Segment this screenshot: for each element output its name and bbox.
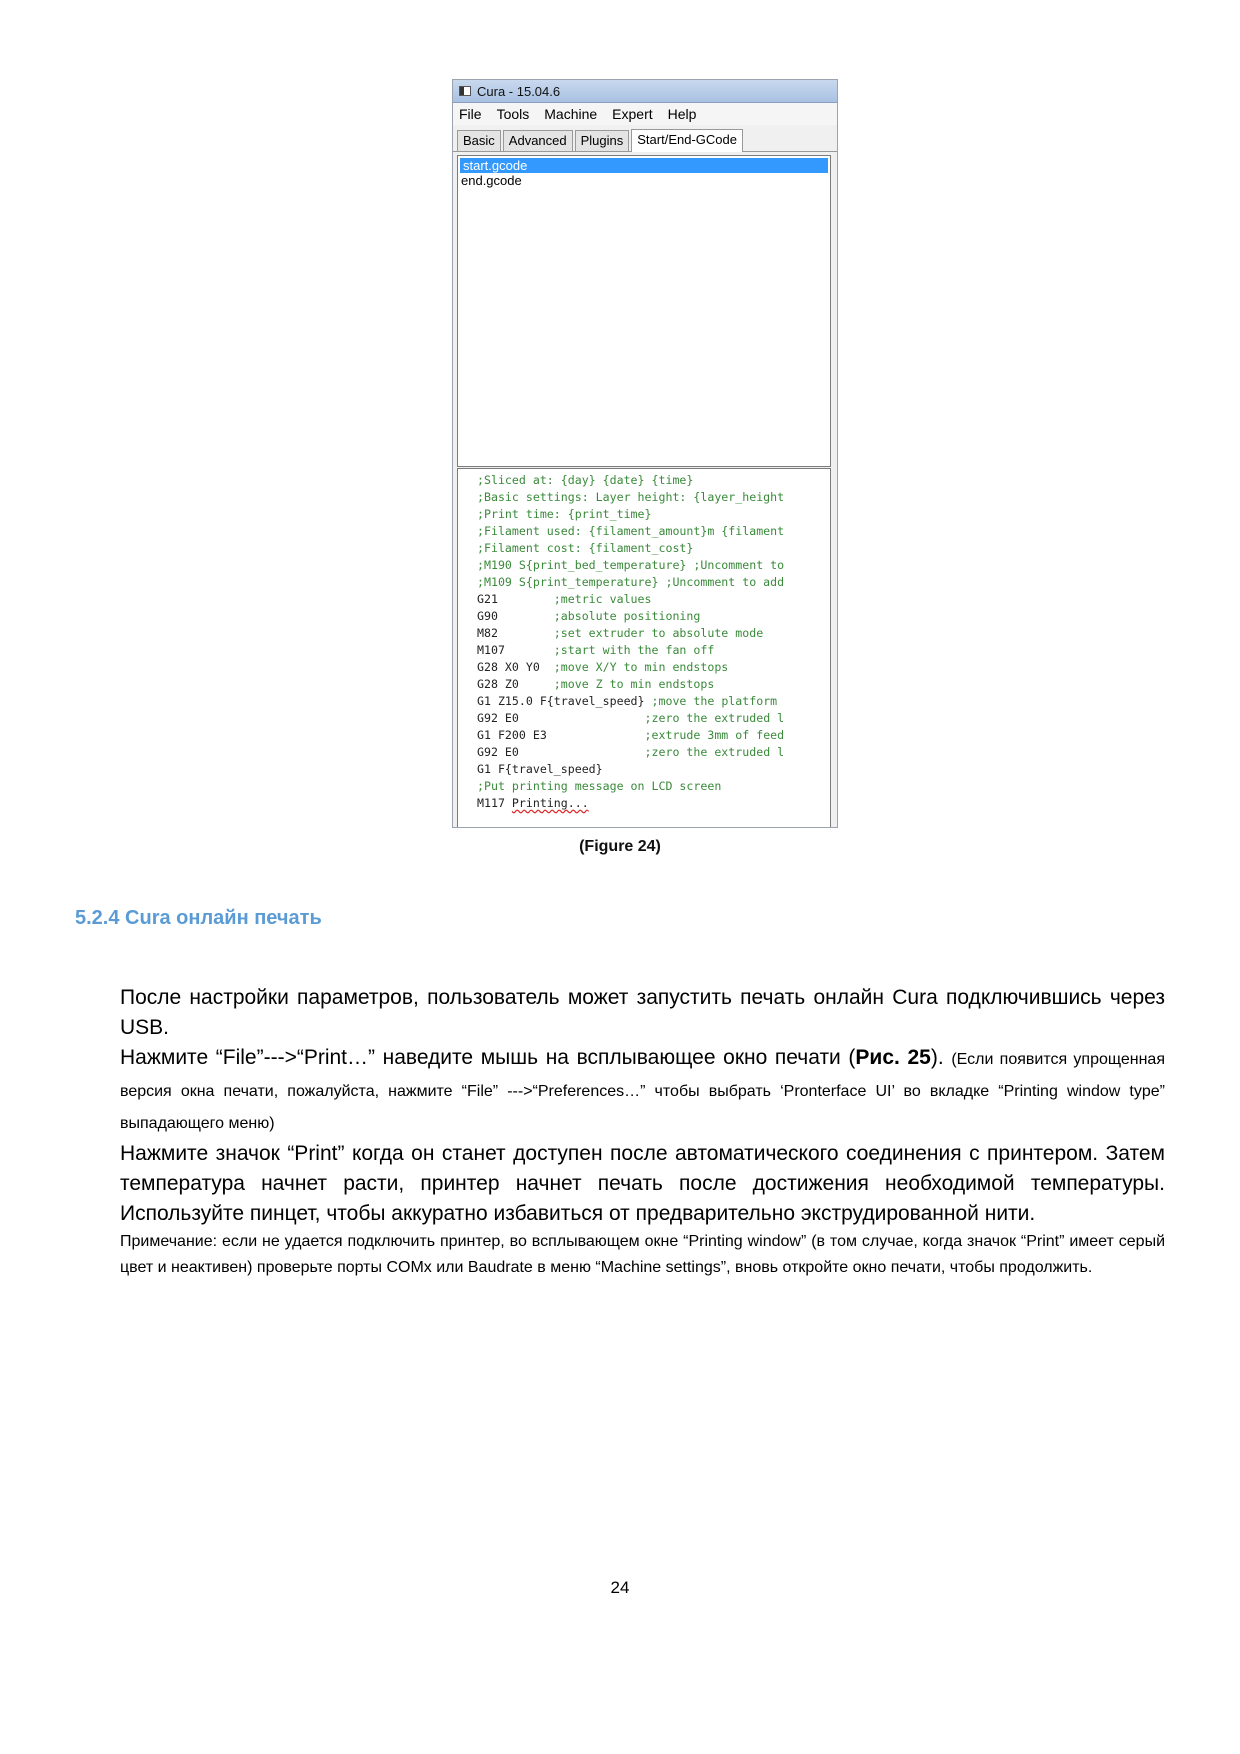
gcode-line	[477, 608, 830, 625]
gcode-line	[477, 557, 830, 574]
gcode-text: G28 X0 Y0	[477, 660, 554, 674]
gcode-line	[477, 778, 830, 795]
gcode-comment: Printing...	[511, 796, 589, 810]
gcode-line	[477, 795, 830, 812]
app-icon	[459, 86, 471, 96]
gcode-text: G92 E0	[477, 745, 645, 759]
window-titlebar	[453, 80, 837, 103]
gcode-text: M82	[477, 626, 554, 640]
gcode-text: M107	[477, 643, 554, 657]
gcode-line	[477, 540, 830, 557]
settings-tabs	[453, 125, 837, 152]
gcode-text: ;Basic settings: Layer height: {layer_height	[477, 490, 785, 504]
window-title: Cura - 15.04.6	[477, 83, 561, 99]
gcode-text: G92 E0	[477, 711, 645, 725]
gcode-comment: ;absolute positioning	[553, 609, 701, 623]
figure-ref: Рис. 25	[855, 1046, 931, 1069]
gcode-text: G1 F200 E3	[477, 728, 645, 742]
paragraph-print-menu	[120, 1043, 1165, 1139]
gcode-text: ;M109 S{print_temperature} ;Uncomment to add	[477, 575, 785, 589]
menu-machine[interactable]: Machine	[544, 106, 598, 122]
tab-plugins[interactable]: Plugins	[575, 130, 630, 151]
gcode-line	[477, 642, 830, 659]
file-item-start-gcode[interactable]: start.gcode	[460, 158, 828, 173]
figure-caption: (Figure 24)	[579, 838, 661, 855]
menu-expert[interactable]: Expert	[612, 106, 653, 122]
menu-bar	[453, 103, 837, 125]
gcode-comment: ;start with the fan off	[553, 643, 715, 657]
gcode-comment: ;zero the extruded l	[644, 711, 785, 725]
gcode-line	[477, 472, 830, 489]
gcode-comment: ;metric values	[553, 592, 652, 606]
paragraph-note: Примечание: если не удается подключить принтер, во всплывающем окне “Printing window” (в том случае, когда значок “Print” имеет серый цвет и неактивен) проверьте порты COMx или Baudrate в меню “Machine settings”, вновь откройте окно печати, чтобы продолжить.	[120, 1233, 1165, 1276]
gcode-comment: ;move X/Y to min endstops	[553, 660, 729, 674]
tab-basic[interactable]: Basic	[457, 130, 501, 151]
file-item-end-gcode[interactable]: end.gcode	[461, 173, 522, 188]
gcode-line	[477, 727, 830, 744]
simplified-window-note: (Если появится упрощенная версия окна печати, пожалуйста, нажмите “File” --->“Preferences…” чтобы выбрать ‘Pronterface UI’ во вкладке “Printing window type” выпадающего меню)	[120, 1051, 1165, 1132]
gcode-comment: ;zero the extruded l	[644, 745, 785, 759]
print-menu-text-end: ).	[930, 1046, 952, 1069]
gcode-line	[477, 761, 830, 778]
gcode-text: G1 Z15.0 F{travel_speed}	[477, 694, 652, 708]
gcode-text: ;Filament cost: {filament_cost}	[477, 541, 694, 555]
gcode-text: ;Print time: {print_time}	[477, 507, 652, 521]
paragraph-usb: После настройки параметров, пользователь может запустить печать онлайн Cura подключившись через USB.	[120, 986, 1165, 1039]
gcode-text: ;Filament used: {filament_amount}m {filament	[477, 524, 785, 538]
gcode-line	[477, 659, 830, 676]
gcode-text: G28 Z0	[477, 677, 554, 691]
gcode-text: ;Sliced at: {day} {date} {time}	[477, 473, 694, 487]
gcode-line	[477, 574, 830, 591]
menu-tools[interactable]: Tools	[496, 106, 530, 122]
menu-file[interactable]: File	[459, 106, 482, 122]
cura-screenshot	[452, 79, 838, 828]
gcode-comment: ;move the platform	[651, 694, 778, 708]
gcode-comment: ;extrude 3mm of feed	[644, 728, 785, 742]
paragraph-print-icon: Нажмите значок “Print” когда он станет доступен после автоматического соединения с принтером. Затем температура начнет расти, принтер начнет печать после достижения необходимой температуры. Используйте пинцет, чтобы аккуратно избавиться от предварительно экструдированной нити.	[120, 1142, 1165, 1225]
tab-advanced[interactable]: Advanced	[503, 130, 573, 151]
gcode-text: ;M190 S{print_bed_temperature} ;Uncomment to	[477, 558, 785, 572]
gcode-file-list[interactable]	[457, 155, 831, 467]
gcode-line	[477, 676, 830, 693]
gcode-text: G21	[477, 592, 554, 606]
gcode-text: M117	[477, 796, 512, 810]
body-text	[120, 983, 1165, 1281]
gcode-line	[477, 625, 830, 642]
gcode-line	[477, 710, 830, 727]
gcode-line	[477, 489, 830, 506]
gcode-line	[477, 744, 830, 761]
gcode-text: G1 F{travel_speed}	[477, 762, 603, 776]
gcode-editor[interactable]	[457, 468, 831, 828]
page-number: 24	[610, 1578, 630, 1597]
gcode-line	[477, 591, 830, 608]
gcode-comment: ;move Z to min endstops	[553, 677, 715, 691]
gcode-line	[477, 506, 830, 523]
print-menu-text: Нажмите “File”--->“Print…” наведите мышь на всплывающее окно печати (	[120, 1046, 856, 1069]
gcode-text: G90	[477, 609, 554, 623]
gcode-comment: ;set extruder to absolute mode	[553, 626, 764, 640]
section-heading: 5.2.4 Cura онлайн печать	[75, 907, 322, 929]
gcode-line	[477, 693, 830, 710]
menu-help[interactable]: Help	[667, 106, 697, 122]
gcode-line	[477, 523, 830, 540]
gcode-text: ;Put printing message on LCD screen	[477, 779, 722, 793]
tab-start-end-gcode[interactable]: Start/End-GCode	[631, 129, 743, 152]
